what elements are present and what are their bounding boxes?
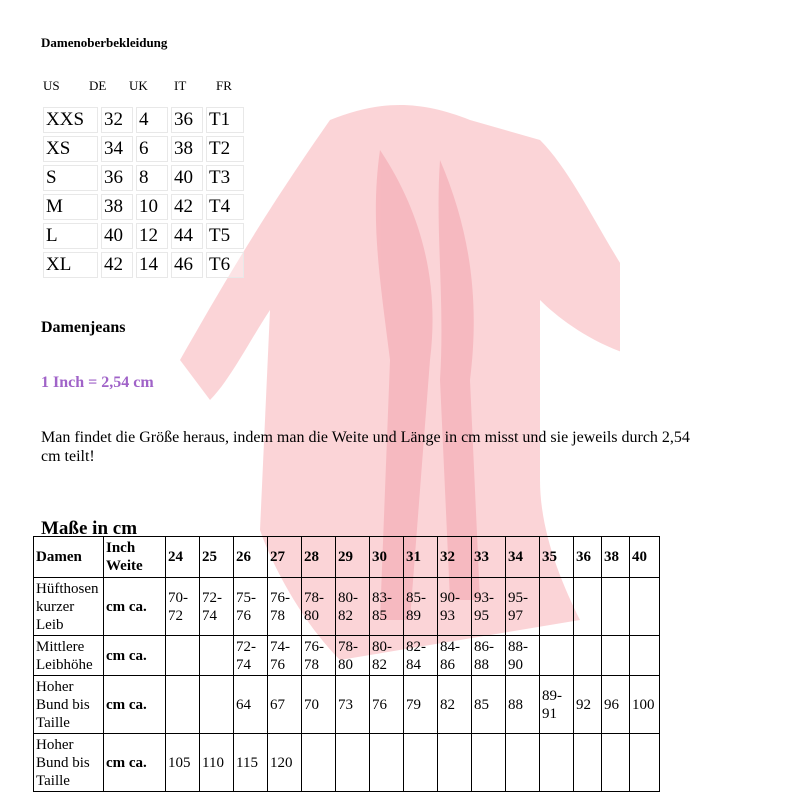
size-cell: 40 [101, 223, 133, 249]
measurement-cell: 100 [630, 676, 660, 734]
header-inch-size: 26 [234, 537, 268, 578]
row-label: Hoher Bund bis Taille [34, 676, 104, 734]
measurements-header-row [34, 537, 660, 578]
unit-label: cm ca. [104, 636, 166, 676]
measurement-cell [630, 578, 660, 636]
size-row [43, 165, 244, 191]
measurement-cell: 88-90 [506, 636, 540, 676]
size-cell: 40 [171, 165, 203, 191]
size-cell: T1 [206, 107, 244, 133]
measurement-cell: 70-72 [166, 578, 200, 636]
row-label: Hoher Bund bis Taille [34, 734, 104, 792]
measurement-cell [540, 578, 574, 636]
measurement-cell [540, 734, 574, 792]
size-cell: S [43, 165, 98, 191]
header-inch-size: 28 [302, 537, 336, 578]
measurement-cell: 78-80 [336, 636, 370, 676]
measurement-cell: 86-88 [472, 636, 506, 676]
measurement-cell: 72-74 [200, 578, 234, 636]
women-tops-title: Damenoberbekleidung [41, 35, 168, 50]
unit-label: cm ca. [104, 734, 166, 792]
measurement-cell: 78-80 [302, 578, 336, 636]
measurement-cell: 95-97 [506, 578, 540, 636]
measurement-cell [200, 676, 234, 734]
size-cell: 4 [136, 107, 168, 133]
size-cell: 44 [171, 223, 203, 249]
size-cell: 14 [136, 252, 168, 278]
size-cell: T2 [206, 136, 244, 162]
row-label: Mittlere Leibhöhe [34, 636, 104, 676]
header-inch-size: 30 [370, 537, 404, 578]
measurement-cell [302, 734, 336, 792]
size-instructions: Man findet die Größe heraus, indem man die Weite und Länge in cm misst und sie jeweils durch 2,54 cm teilt! [41, 429, 690, 465]
unit-label: cm ca. [104, 578, 166, 636]
unit-label: cm ca. [104, 676, 166, 734]
measurement-cell [438, 734, 472, 792]
measurement-cell: 82-84 [404, 636, 438, 676]
header-inch-size: 32 [438, 537, 472, 578]
measurements-title: Maße in cm [41, 518, 138, 539]
measurement-cell: 85 [472, 676, 506, 734]
header-inch-size: 35 [540, 537, 574, 578]
size-cell: XXS [43, 107, 98, 133]
measurement-cell [336, 734, 370, 792]
measurement-cell: 115 [234, 734, 268, 792]
size-row [43, 252, 244, 278]
measurement-cell: 73 [336, 676, 370, 734]
measurement-cell [574, 734, 602, 792]
size-cell: T5 [206, 223, 244, 249]
measurement-cell: 75-76 [234, 578, 268, 636]
header-inch-size: 25 [200, 537, 234, 578]
header-inch-size: 29 [336, 537, 370, 578]
measurement-cell [574, 578, 602, 636]
measurement-cell: 84-86 [438, 636, 472, 676]
measurement-cell [506, 734, 540, 792]
header-inch-size: 24 [166, 537, 200, 578]
measurement-cell: 72-74 [234, 636, 268, 676]
measurement-cell: 80-82 [370, 636, 404, 676]
size-cell: 38 [101, 194, 133, 220]
size-cell: 42 [101, 252, 133, 278]
measurement-cell: 110 [200, 734, 234, 792]
header-uk: UK [129, 78, 148, 93]
header-fr: FR [216, 78, 232, 93]
size-cell: 6 [136, 136, 168, 162]
measurement-cell: 120 [268, 734, 302, 792]
header-de: DE [89, 78, 107, 93]
inch-conversion-note: 1 Inch = 2,54 cm [41, 374, 154, 391]
measurement-cell: 76-78 [268, 578, 302, 636]
size-row [43, 136, 244, 162]
size-cell: M [43, 194, 98, 220]
measurement-cell: 67 [268, 676, 302, 734]
measurement-cell [602, 636, 630, 676]
measurement-cell [540, 636, 574, 676]
measurement-cell [472, 734, 506, 792]
header-inch-size: 27 [268, 537, 302, 578]
header-inch-size: 31 [404, 537, 438, 578]
measurement-cell [630, 636, 660, 676]
measurement-cell: 83-85 [370, 578, 404, 636]
size-system-headers [43, 78, 246, 94]
size-cell: 12 [136, 223, 168, 249]
size-cell: 46 [171, 252, 203, 278]
measurement-cell: 70 [302, 676, 336, 734]
size-cell: T4 [206, 194, 244, 220]
measurement-cell [574, 636, 602, 676]
header-inch-size: 33 [472, 537, 506, 578]
size-row [43, 107, 244, 133]
measurement-cell: 76 [370, 676, 404, 734]
measurement-cell [200, 636, 234, 676]
measurement-cell: 90-93 [438, 578, 472, 636]
measurement-cell: 93-95 [472, 578, 506, 636]
measurement-cell: 79 [404, 676, 438, 734]
header-inch-size: 34 [506, 537, 540, 578]
header-us: US [43, 78, 60, 93]
size-cell: 34 [101, 136, 133, 162]
measurement-cell: 89-91 [540, 676, 574, 734]
measurements-table [33, 536, 660, 792]
measurement-row [34, 676, 660, 734]
measurement-cell [166, 636, 200, 676]
header-label-damen: Damen [34, 537, 104, 578]
size-cell: 8 [136, 165, 168, 191]
size-cell: 38 [171, 136, 203, 162]
measurement-cell: 80-82 [336, 578, 370, 636]
header-inch-size: 40 [630, 537, 660, 578]
header-inch-size: 36 [574, 537, 602, 578]
measurement-row [34, 636, 660, 676]
measurement-cell: 105 [166, 734, 200, 792]
size-cell: 42 [171, 194, 203, 220]
size-conversion-table [40, 104, 247, 281]
measurement-cell [370, 734, 404, 792]
measurement-cell [602, 578, 630, 636]
women-jeans-title: Damenjeans [41, 319, 126, 336]
size-cell: T6 [206, 252, 244, 278]
size-cell: 36 [171, 107, 203, 133]
measurement-cell [630, 734, 660, 792]
measurement-cell: 74-76 [268, 636, 302, 676]
measurement-cell: 85-89 [404, 578, 438, 636]
size-cell: T3 [206, 165, 244, 191]
size-cell: 36 [101, 165, 133, 191]
size-row [43, 223, 244, 249]
size-row [43, 194, 244, 220]
measurement-cell [166, 676, 200, 734]
size-cell: XS [43, 136, 98, 162]
header-it: IT [174, 78, 187, 93]
size-cell: XL [43, 252, 98, 278]
row-label: Hüfthosen kurzer Leib [34, 578, 104, 636]
size-cell: 32 [101, 107, 133, 133]
measurement-row [34, 734, 660, 792]
header-inch-size: 38 [602, 537, 630, 578]
measurement-row [34, 578, 660, 636]
measurement-cell [404, 734, 438, 792]
measurement-cell [602, 734, 630, 792]
measurement-cell: 76-78 [302, 636, 336, 676]
size-cell: L [43, 223, 98, 249]
header-label-inch-weite: Inch Weite [104, 537, 166, 578]
measurement-cell: 88 [506, 676, 540, 734]
measurement-cell: 96 [602, 676, 630, 734]
measurement-cell: 82 [438, 676, 472, 734]
measurement-cell: 92 [574, 676, 602, 734]
size-cell: 10 [136, 194, 168, 220]
measurement-cell: 64 [234, 676, 268, 734]
